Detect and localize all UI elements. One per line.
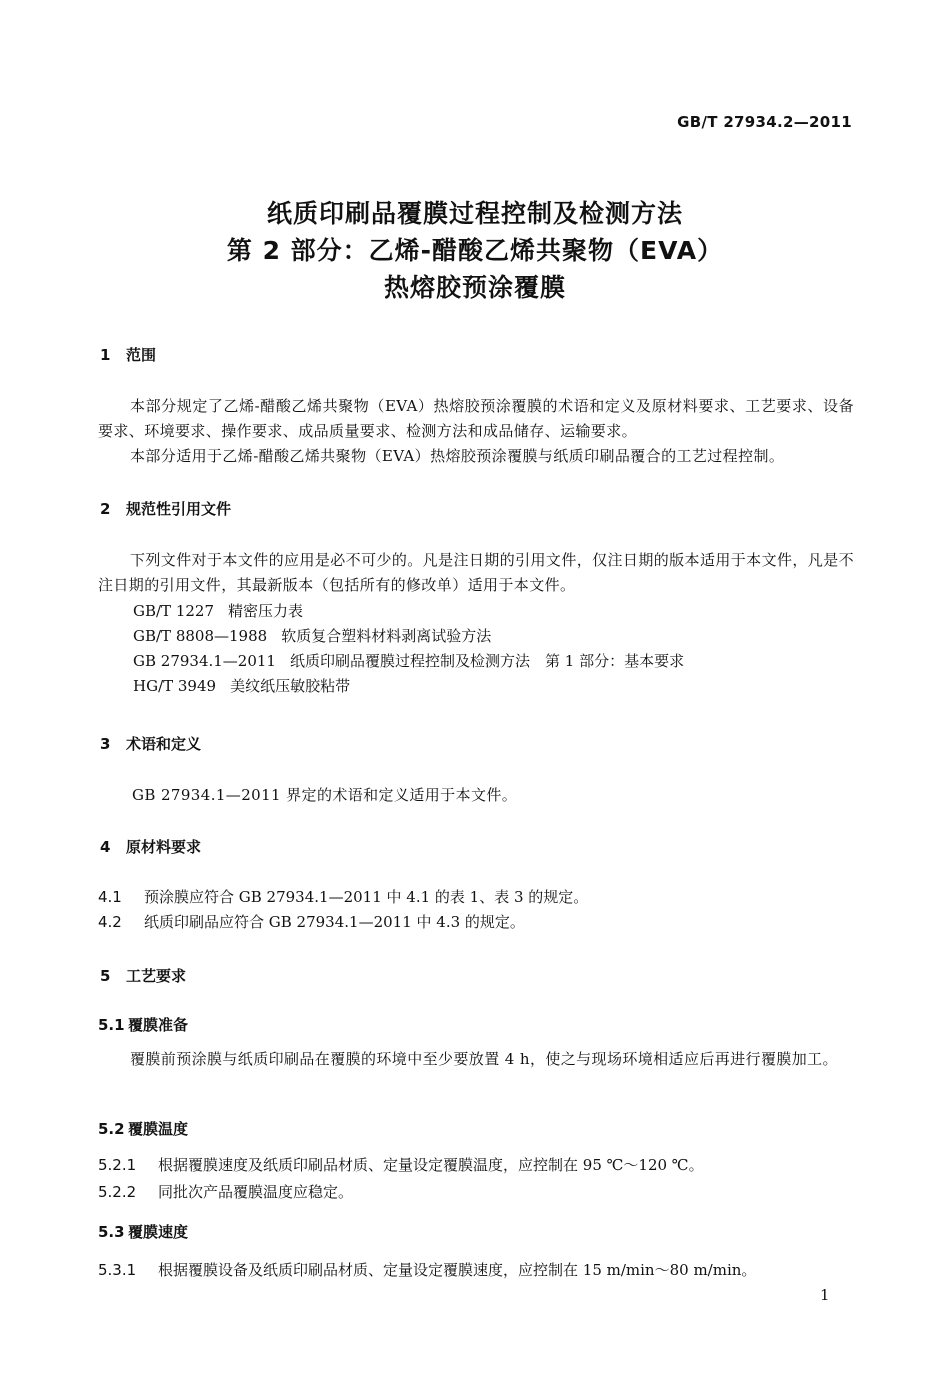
clause-number: 4.2 bbox=[98, 913, 122, 931]
clause-number: 5.2.2 bbox=[98, 1183, 137, 1201]
section-1-heading bbox=[100, 344, 156, 365]
normative-references-list bbox=[133, 599, 684, 699]
section-number: 5.2 bbox=[98, 1120, 125, 1138]
section-number: 5 bbox=[100, 967, 111, 985]
section-title: 工艺要求 bbox=[126, 967, 187, 985]
section-number: 5.1 bbox=[98, 1016, 125, 1034]
section-2-heading bbox=[100, 498, 231, 519]
section-number: 3 bbox=[100, 735, 111, 753]
title-line-1: 纸质印刷品覆膜过程控制及检测方法 bbox=[266, 199, 683, 228]
clause-number: 5.2.1 bbox=[98, 1156, 137, 1174]
reference-code: HG/T 3949 bbox=[133, 677, 217, 695]
clause-text: 预涂膜应符合 GB 27934.1—2011 中 4.1 的表 1、表 3 的规定。 bbox=[144, 888, 589, 906]
section-3-paragraph-1: GB 27934.1—2011 界定的术语和定义适用于本文件。 bbox=[132, 786, 518, 804]
section-title: 原材料要求 bbox=[126, 838, 202, 856]
section-title: 范围 bbox=[126, 346, 157, 364]
reference-code: GB/T 1227 bbox=[133, 602, 215, 620]
reference-code: GB/T 8808—1988 bbox=[133, 627, 268, 645]
section-title: 术语和定义 bbox=[126, 735, 202, 753]
section-3-heading bbox=[100, 733, 201, 754]
title-line-2: 第 2 部分：乙烯-醋酸乙烯共聚物（EVA） bbox=[226, 236, 724, 265]
reference-name: 软质复合塑料材料剥离试验方法 bbox=[281, 627, 492, 645]
reference-name: 精密压力表 bbox=[228, 602, 304, 620]
clause-4-1 bbox=[98, 886, 588, 907]
clause-text: 根据覆膜速度及纸质印刷品材质、定量设定覆膜温度，应控制在 95 ℃～120 ℃。 bbox=[158, 1156, 704, 1174]
clause-4-2 bbox=[98, 911, 525, 932]
section-number: 1 bbox=[100, 346, 111, 364]
section-number: 4 bbox=[100, 838, 111, 856]
reference-item bbox=[133, 674, 684, 699]
reference-name: 纸质印刷品覆膜过程控制及检测方法 第 1 部分：基本要求 bbox=[289, 652, 685, 670]
section-5-heading bbox=[100, 965, 186, 986]
clause-5-2-2 bbox=[98, 1181, 353, 1202]
section-number: 2 bbox=[100, 500, 111, 518]
reference-item bbox=[133, 624, 684, 649]
section-title: 规范性引用文件 bbox=[126, 500, 232, 518]
clause-text: 根据覆膜设备及纸质印刷品材质、定量设定覆膜速度，应控制在 15 m/min～80 m/min。 bbox=[158, 1261, 757, 1279]
section-title: 覆膜准备 bbox=[128, 1016, 189, 1034]
reference-code: GB 27934.1—2011 bbox=[133, 652, 276, 670]
reference-item bbox=[133, 649, 684, 674]
page-number: 1 bbox=[820, 1286, 830, 1304]
section-title: 覆膜速度 bbox=[128, 1223, 189, 1241]
section-number: 5.3 bbox=[98, 1223, 125, 1241]
clause-5-2-1 bbox=[98, 1154, 704, 1175]
section-1-paragraph-1: 本部分规定了乙烯-醋酸乙烯共聚物（EVA）热熔胶预涂覆膜的术语和定义及原材料要求、工艺要求、设备要求、环境要求、操作要求、成品质量要求、检测方法和成品储存、运输要求。 bbox=[98, 397, 854, 440]
clause-5-3-1 bbox=[98, 1259, 756, 1280]
section-1-paragraph-2: 本部分适用于乙烯-醋酸乙烯共聚物（EVA）热熔胶预涂覆膜与纸质印刷品覆合的工艺过程控制。 bbox=[130, 447, 785, 465]
section-5-1-heading bbox=[98, 1014, 188, 1035]
standard-code: GB/T 27934.2—2011 bbox=[677, 113, 852, 131]
clause-text: 同批次产品覆膜温度应稳定。 bbox=[158, 1183, 354, 1201]
section-5-3-heading bbox=[98, 1221, 188, 1242]
reference-item bbox=[133, 599, 684, 624]
clause-text: 纸质印刷品应符合 GB 27934.1—2011 中 4.3 的规定。 bbox=[144, 913, 525, 931]
section-2-paragraph-1: 下列文件对于本文件的应用是必不可少的。凡是注日期的引用文件，仅注日期的版本适用于本文件，凡是不注日期的引用文件，其最新版本（包括所有的修改单）适用于本文件。 bbox=[98, 551, 854, 594]
clause-number: 5.3.1 bbox=[98, 1261, 137, 1279]
document-title bbox=[0, 195, 950, 306]
section-5-1-paragraph-1: 覆膜前预涂膜与纸质印刷品在覆膜的环境中至少要放置 4 h，使之与现场环境相适应后再进行覆膜加工。 bbox=[130, 1050, 838, 1068]
title-line-3: 热熔胶预涂覆膜 bbox=[383, 273, 566, 302]
reference-name: 美纹纸压敏胶粘带 bbox=[230, 677, 351, 695]
section-4-heading bbox=[100, 836, 201, 857]
section-title: 覆膜温度 bbox=[128, 1120, 189, 1138]
section-5-2-heading bbox=[98, 1118, 188, 1139]
clause-number: 4.1 bbox=[98, 888, 122, 906]
